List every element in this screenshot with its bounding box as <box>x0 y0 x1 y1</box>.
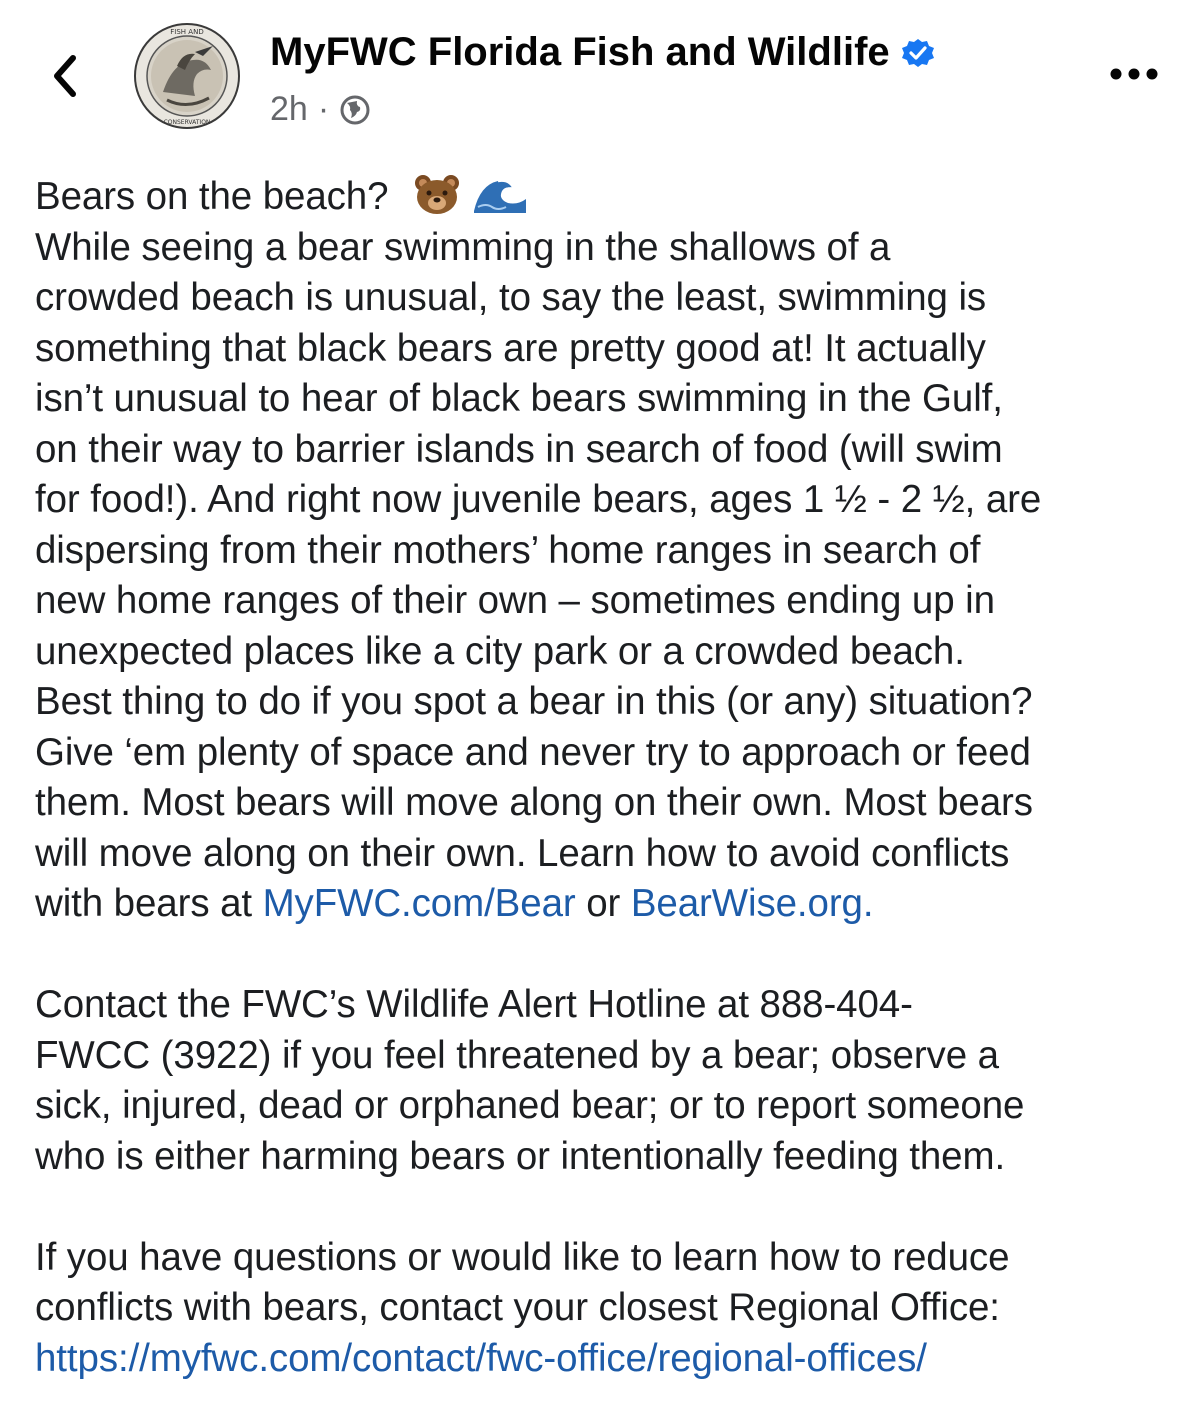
fwc-seal-logo <box>133 22 241 130</box>
links-prefix: with bears at <box>35 882 263 925</box>
post-time[interactable]: 2h <box>270 90 308 128</box>
post-line: isn’t unusual to hear of black bears swimming in the Gulf, <box>35 377 1003 420</box>
svg-text:FISH AND: FISH AND <box>170 28 204 36</box>
verified-badge-icon <box>900 35 936 71</box>
post-line: unexpected places like a city park or a crowded beach. <box>35 629 965 673</box>
post-line: them. Most bears will move along on their own. Most bears <box>35 781 1033 824</box>
post-line: on their way to barrier islands in search of food (will swim <box>35 427 1003 471</box>
chevron-left-icon <box>49 52 81 100</box>
post-line: will move along on their own. Learn how to avoid conflicts <box>35 831 1010 875</box>
page-name-link[interactable] <box>270 30 936 75</box>
post-meta <box>270 90 371 129</box>
regional-offices-link[interactable]: https://myfwc.com/contact/fwc-office/regional-offices/ <box>35 1336 927 1380</box>
meta-separator: · <box>317 90 330 128</box>
myfwc-bear-link[interactable]: MyFWC.com/Bear <box>262 882 576 925</box>
links-conjunction: or <box>575 882 631 925</box>
post-line: Best thing to do if you spot a bear in this (or any) situation? <box>35 680 1033 723</box>
post-line: FWCC (3922) if you feel threatened by a bear; observe a <box>35 1033 999 1077</box>
paragraph-gap <box>35 930 1185 981</box>
post-line: crowded beach is unusual, to say the least, swimming is <box>35 276 987 319</box>
post-line-link <box>35 1334 1185 1385</box>
wave-emoji <box>472 175 528 215</box>
post-body <box>35 172 1185 1384</box>
more-options-button[interactable] <box>1104 56 1164 92</box>
bearwise-link[interactable]: BearWise.org. <box>630 882 874 925</box>
post-header <box>0 0 1200 150</box>
post-line: conflicts with bears, contact your closest Regional Office: <box>35 1286 1000 1329</box>
post-line: sick, injured, dead or orphaned bear; or to report someone <box>35 1084 1025 1127</box>
more-dots-icon <box>1110 68 1158 80</box>
post-line: If you have questions or would like to learn how to reduce <box>35 1235 1010 1279</box>
paragraph-gap <box>35 1182 1185 1233</box>
svg-text:CONSERVATION: CONSERVATION <box>163 119 211 126</box>
page-name: MyFWC Florida Fish and Wildlife <box>270 30 890 74</box>
post-headline: Bears on the beach? <box>35 175 389 218</box>
globe-icon[interactable] <box>339 94 371 126</box>
post-line: Contact the FWC’s Wildlife Alert Hotline at 888-404- <box>35 983 913 1026</box>
post-line: dispersing from their mothers’ home ranges in search of <box>35 528 981 572</box>
post-line: Give ‘em plenty of space and never try to approach or feed <box>35 730 1031 774</box>
post-headline-line <box>35 172 1185 223</box>
back-button[interactable] <box>40 48 90 104</box>
post-line-links <box>35 879 1185 930</box>
post-line: for food!). And right now juvenile bears, ages 1 ½ - 2 ½, are <box>35 478 1042 521</box>
post-line: something that black bears are pretty good at! It actually <box>35 326 986 370</box>
bear-emoji <box>413 173 461 215</box>
post-line: While seeing a bear swimming in the shallows of a <box>35 225 891 269</box>
post-line: new home ranges of their own – sometimes ending up in <box>35 579 995 622</box>
avatar[interactable] <box>133 22 241 130</box>
post-line: who is either harming bears or intentionally feeding them. <box>35 1134 1006 1178</box>
